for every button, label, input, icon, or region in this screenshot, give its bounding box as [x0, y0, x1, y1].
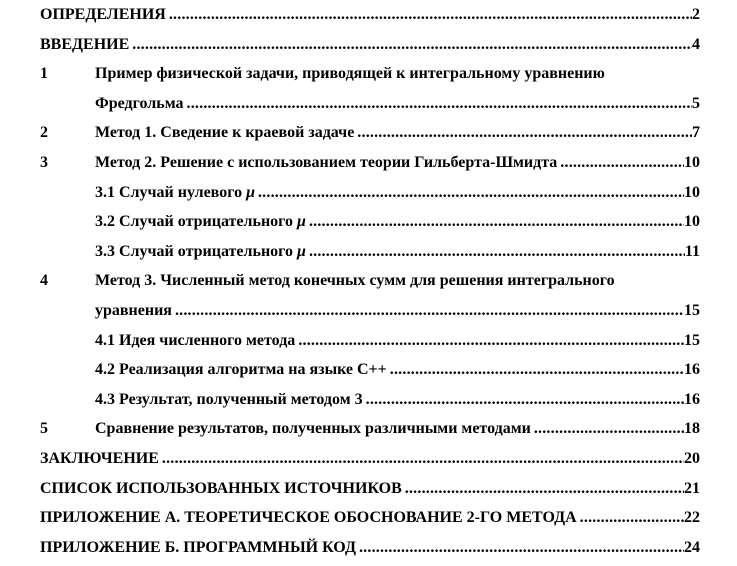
page-number: 22 [684, 509, 700, 527]
toc-entry-text: ВВЕДЕНИЕ [40, 35, 130, 53]
dot-leader [366, 385, 684, 415]
dot-leader [175, 296, 684, 326]
page-number: 15 [684, 301, 700, 319]
toc-entry [40, 533, 700, 563]
page-number: 18 [684, 420, 700, 438]
toc-entry [40, 237, 700, 267]
page-number: 21 [684, 479, 700, 497]
toc-entry-label [40, 0, 166, 30]
toc-entry-text: Фредгольма [95, 94, 184, 112]
toc-entry [40, 474, 700, 504]
toc-entry-label [40, 30, 129, 60]
page-number: 5 [692, 94, 700, 112]
toc-entry [40, 0, 700, 30]
toc-entry [40, 118, 700, 148]
chapter-number: 2 [40, 124, 48, 142]
dot-leader [162, 444, 684, 474]
toc-entry-text: Метод 3. Численный метод конечных сумм для решения интегрального [95, 272, 615, 290]
toc-entry-label [95, 326, 295, 356]
page-number: 20 [684, 449, 700, 467]
toc-entry-text: Метод 1. Сведение к краевой задаче [95, 124, 355, 142]
toc-entry [40, 444, 700, 474]
toc-entry-text: 4.1 Идея численного метода [95, 331, 296, 349]
toc-entry-label [95, 118, 354, 148]
dot-leader [560, 148, 684, 178]
page-number: 16 [684, 361, 700, 379]
toc-entry [40, 207, 700, 237]
page-number: 10 [684, 183, 700, 201]
chapter-number: 5 [40, 420, 48, 438]
toc-entry-text: Сравнение результатов, полученных различными методами [95, 420, 531, 438]
page-number: 16 [684, 390, 700, 408]
dot-leader [187, 89, 692, 119]
toc-entry-label [95, 414, 531, 444]
page-number: 10 [684, 153, 700, 171]
chapter-number: 4 [40, 272, 48, 290]
toc-entry-text: Метод 2. Решение с использованием теории Гильберта-Шмидта [95, 153, 558, 171]
toc-entry [40, 326, 700, 356]
toc-entry-label [40, 533, 356, 563]
dot-leader [309, 237, 685, 267]
toc-entry-text: ОПРЕДЕЛЕНИЯ [40, 6, 166, 23]
dot-leader [580, 503, 684, 533]
toc-entry-label [40, 503, 577, 533]
toc-entry-label [95, 237, 306, 267]
dot-leader [258, 178, 684, 208]
toc-entry-text: ПРИЛОЖЕНИЕ Б. ПРОГРАММНЫЙ КОД [40, 538, 356, 556]
toc-entry-text: 3.2 Случай отрицательного [95, 213, 298, 231]
toc-entry [40, 266, 700, 296]
toc-entry-text: ЗАКЛЮЧЕНИЕ [40, 449, 159, 467]
dot-leader [390, 355, 684, 385]
toc-entry [40, 385, 700, 415]
toc-entry-text: ПРИЛОЖЕНИЕ А. ТЕОРЕТИЧЕСКОЕ ОБОСНОВАНИЕ 2-ГО МЕТОДА [40, 509, 577, 527]
toc-entry-label [40, 474, 402, 504]
toc-entry [40, 59, 700, 89]
dot-leader [169, 0, 692, 30]
toc-entry [40, 355, 700, 385]
toc-entry-label [95, 59, 605, 89]
mu-symbol: μ [297, 242, 306, 260]
dot-leader [132, 30, 692, 60]
dot-leader [357, 118, 692, 148]
toc-entry-text: уравнения [95, 301, 172, 319]
toc-entry-label [95, 385, 363, 415]
dot-leader [405, 474, 684, 504]
toc-entry-text: 3.1 Случай нулевого [95, 183, 247, 201]
toc-entry [40, 178, 700, 208]
toc-entry-label [95, 296, 172, 326]
toc-entry-label [95, 148, 557, 178]
page-number: 2 [692, 6, 700, 23]
toc-entry [40, 503, 700, 533]
toc-entry [40, 30, 700, 60]
page-number: 15 [684, 331, 700, 349]
toc-entry-label [95, 266, 615, 296]
toc-entry-text: Пример физической задачи, приводящей к интегральному уравнению [95, 65, 605, 83]
page-number: 10 [684, 213, 700, 231]
toc-entry-label [95, 207, 306, 237]
chapter-number: 3 [40, 153, 48, 171]
mu-symbol: μ [246, 183, 255, 201]
table-of-contents [40, 0, 700, 562]
toc-entry-text: 3.3 Случай отрицательного [95, 242, 298, 260]
dot-leader [534, 414, 684, 444]
toc-entry [40, 414, 700, 444]
mu-symbol: μ [297, 213, 306, 231]
dot-leader [309, 207, 684, 237]
toc-entry-label [95, 89, 184, 119]
toc-entry-text: 4.3 Результат, полученный методом 3 [95, 390, 363, 408]
chapter-number: 1 [40, 65, 48, 83]
dot-leader [359, 533, 684, 563]
toc-entry [40, 296, 700, 326]
page-number: 4 [692, 35, 700, 53]
toc-entry-text: СПИСОК ИСПОЛЬЗОВАННЫХ ИСТОЧНИКОВ [40, 479, 402, 497]
toc-entry-text: 4.2 Реализация алгоритма на языке С++ [95, 361, 387, 379]
page-number: 7 [692, 124, 700, 142]
dot-leader [298, 326, 684, 356]
toc-entry [40, 148, 700, 178]
toc-entry-label [95, 355, 387, 385]
page-number: 24 [684, 538, 700, 556]
toc-entry [40, 89, 700, 119]
toc-entry-label [40, 444, 159, 474]
toc-entry-label [95, 178, 255, 208]
page-number: 11 [684, 242, 700, 260]
